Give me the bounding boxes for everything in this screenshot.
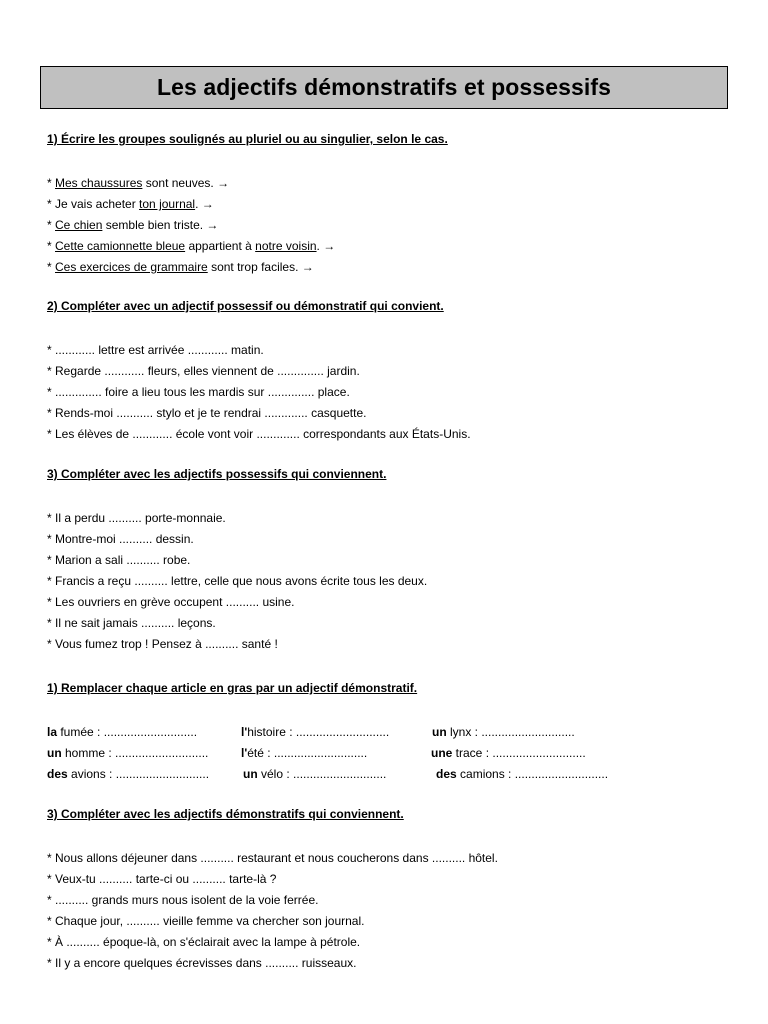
section-4	[47, 680, 737, 785]
item-text: *	[47, 239, 56, 253]
item-text: *	[47, 176, 56, 190]
underlined-group: Cette camionnette bleue	[55, 239, 186, 253]
section-3-items	[47, 508, 737, 655]
list-item: * .............. foire a lieu tous les mardis sur .............. place.	[47, 385, 350, 399]
item-text: * Je vais acheter	[47, 197, 140, 211]
list-item: * Vous fumez trop ! Pensez à .......... santé !	[47, 637, 278, 651]
section-5-heading: 3) Compléter avec les adjectifs démonstratifs qui conviennent.	[47, 807, 404, 821]
list-item: * Rends-moi ........... stylo et je te rendrai ............. casquette.	[47, 406, 367, 420]
cell-text: vélo : ............................	[257, 767, 387, 781]
section-1	[47, 131, 737, 278]
item-text: semble bien triste. →	[102, 218, 219, 232]
cell-text: camions : ............................	[456, 767, 609, 781]
list-item	[47, 215, 737, 236]
list-item	[47, 173, 737, 194]
section-2-items	[47, 340, 737, 445]
list-item: * Francis a reçu .......... lettre, celle que nous avons écrite tous les deux.	[47, 574, 428, 588]
underlined-group: notre voisin	[255, 239, 317, 253]
list-item: * Il ne sait jamais .......... leçons.	[47, 616, 216, 630]
item-text: . →	[316, 239, 336, 253]
bold-article: la	[47, 725, 58, 739]
list-item: * À .......... époque-là, on s'éclairait avec la lampe à pétrole.	[47, 935, 361, 949]
item-text: sont neuves. →	[142, 176, 230, 190]
item-text: . →	[195, 197, 214, 211]
list-item: * ............ lettre est arrivée ............ matin.	[47, 343, 264, 357]
list-item: * Les élèves de ............ école vont voir ............. correspondants aux États-Unis.	[47, 427, 471, 441]
list-item: * Il a perdu .......... porte-monnaie.	[47, 511, 226, 525]
bold-article: une	[431, 746, 453, 760]
list-item	[47, 194, 737, 215]
list-item: * Il y a encore quelques écrevisses dans .......... ruisseaux.	[47, 956, 357, 970]
item-text: *	[47, 218, 56, 232]
item-text: *	[47, 260, 56, 274]
underlined-group: Ce chien	[55, 218, 103, 232]
section-5	[47, 806, 737, 974]
grid-cell	[432, 722, 575, 743]
bold-article: l'	[241, 725, 248, 739]
cell-text: été : ............................	[247, 746, 368, 760]
list-item: * Nous allons déjeuner dans .......... restaurant et nous coucherons dans .......... hôtel.	[47, 851, 498, 865]
section-1-heading: 1) Écrire les groupes soulignés au pluriel ou au singulier, selon le cas.	[47, 132, 448, 146]
grid-row	[47, 722, 737, 743]
grid-cell	[47, 764, 209, 785]
section-1-items	[47, 173, 737, 278]
list-item	[47, 236, 737, 257]
section-3	[47, 466, 737, 655]
section-3-heading: 3) Compléter avec les adjectifs possessifs qui conviennent.	[47, 467, 387, 481]
cell-text: trace : ............................	[452, 746, 586, 760]
item-text: appartient à	[185, 239, 256, 253]
grid-cell	[436, 764, 608, 785]
cell-text: fumée : ............................	[57, 725, 198, 739]
list-item	[47, 257, 737, 278]
bold-article: un	[432, 725, 447, 739]
grid-row	[47, 764, 737, 785]
article-grid	[47, 722, 737, 785]
bold-article: des	[436, 767, 457, 781]
grid-cell	[431, 743, 586, 764]
cell-text: histoire : ............................	[247, 725, 390, 739]
list-item: * Montre-moi .......... dessin.	[47, 532, 194, 546]
grid-cell	[241, 743, 367, 764]
section-2	[47, 298, 737, 445]
list-item: * Regarde ............ fleurs, elles viennent de .............. jardin.	[47, 364, 360, 378]
item-text: sont trop faciles. →	[207, 260, 314, 274]
underlined-group: Mes chaussures	[55, 176, 143, 190]
grid-cell	[47, 743, 208, 764]
bold-article: un	[47, 746, 62, 760]
grid-cell	[241, 722, 389, 743]
list-item: * Chaque jour, .......... vieille femme va chercher son journal.	[47, 914, 365, 928]
list-item: * Les ouvriers en grève occupent .......... usine.	[47, 595, 295, 609]
list-item: * .......... grands murs nous isolent de la voie ferrée.	[47, 893, 319, 907]
list-item: * Marion a sali .......... robe.	[47, 553, 191, 567]
cell-text: homme : ............................	[61, 746, 209, 760]
section-2-heading: 2) Compléter avec un adjectif possessif ou démonstratif qui convient.	[47, 299, 444, 313]
section-5-items	[47, 848, 737, 974]
underlined-group: Ces exercices de grammaire	[55, 260, 208, 274]
underlined-group: ton journal	[139, 197, 196, 211]
title-banner	[40, 66, 728, 109]
grid-row	[47, 743, 737, 764]
page-title: Les adjectifs démonstratifs et possessifs	[156, 74, 612, 100]
bold-article: des	[47, 767, 68, 781]
list-item: * Veux-tu .......... tarte-ci ou .......... tarte-là ?	[47, 872, 277, 886]
cell-text: avions : ............................	[67, 767, 210, 781]
grid-cell	[243, 764, 386, 785]
grid-cell	[47, 722, 197, 743]
section-4-heading: 1) Remplacer chaque article en gras par un adjectif démonstratif.	[47, 681, 418, 695]
bold-article: l'	[241, 746, 248, 760]
cell-text: lynx : ............................	[446, 725, 575, 739]
bold-article: un	[243, 767, 258, 781]
